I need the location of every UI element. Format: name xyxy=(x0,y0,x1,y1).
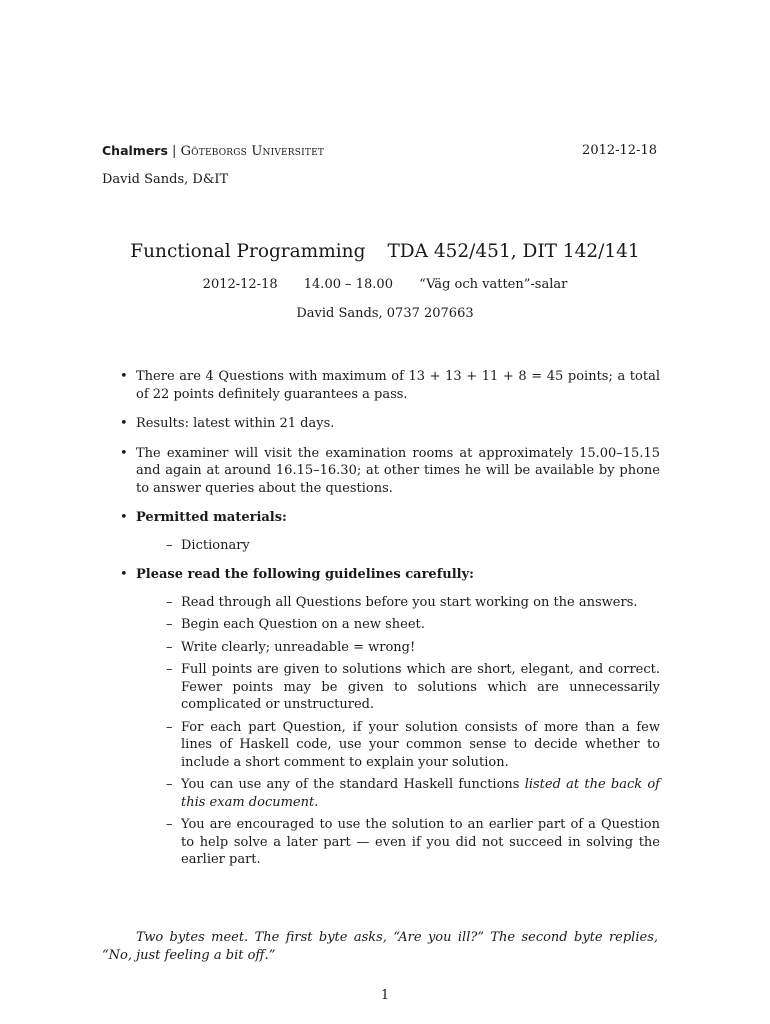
bullet-examiner-visit: • The examiner will visit the examination rooms at approximately 15.00–15.15 and again at around 16.15–16.30; at other times he will be available by phone to answer queries about the questions. xyxy=(120,445,660,498)
exam-title xyxy=(0,241,770,262)
list-item: – Read through all Questions before you start working on the answers. xyxy=(136,594,660,612)
joke-footnote: Two bytes meet. The first byte asks, “Are you ill?” The second byte replies, “No, just feeling a bit off.” xyxy=(102,930,658,963)
permitted-materials-heading: Permitted materials: xyxy=(136,510,287,525)
chalmers-label: Chalmers xyxy=(102,143,168,158)
bullet-results: • Results: latest within 21 days. xyxy=(120,415,660,433)
guidelines-heading: Please read the following guidelines carefully: xyxy=(136,567,474,582)
exam-date: 2012-12-18 xyxy=(202,277,278,292)
exam-location: “Väg och vatten”-salar xyxy=(419,277,568,292)
header-author: David Sands, D&IT xyxy=(102,172,229,187)
exam-meta xyxy=(0,277,770,292)
haskell-functions-ref: listed at the back of this exam document. xyxy=(181,777,660,810)
course-codes: TDA 452/451, DIT 142/141 xyxy=(387,241,640,262)
list-item: – For each part Question, if your solution consists of more than a few lines of Haskell code, use your common sense to decide whether to include a short comment to explain your solution. xyxy=(136,719,660,772)
list-item xyxy=(136,776,660,811)
gu-label: Göteborgs Universitet xyxy=(180,144,325,159)
bullet-points: • There are 4 Questions with maximum of 13 + 13 + 11 + 8 = 45 points; a total of 22 points definitely guarantees a pass. xyxy=(120,368,660,403)
list-item: – Dictionary xyxy=(136,537,660,555)
header-separator: | xyxy=(172,144,177,159)
list-item: – Full points are given to solutions which are short, elegant, and correct. Fewer points may be given to solutions which are unnecessarily complicated or unstructured. xyxy=(136,661,660,714)
bullet-guidelines xyxy=(120,566,660,869)
list-item: – Write clearly; unreadable = wrong! xyxy=(136,639,660,657)
course-name: Functional Programming xyxy=(130,241,366,262)
header-institutions xyxy=(102,143,324,159)
guidelines-list xyxy=(136,594,660,869)
list-item: – You are encouraged to use the solution to an earlier part of a Question to help solve a later part — even if you did not succeed in solving the earlier part. xyxy=(136,816,660,869)
examiner-contact: David Sands, 0737 207663 xyxy=(296,306,474,321)
permitted-materials-list xyxy=(136,537,660,555)
exam-time: 14.00 – 18.00 xyxy=(303,277,393,292)
bullet-permitted-materials xyxy=(120,509,660,554)
page-number: 1 xyxy=(380,988,390,1003)
instructions-list xyxy=(120,368,660,881)
list-item: – Begin each Question on a new sheet. xyxy=(136,616,660,634)
haskell-functions-text: You can use any of the standard Haskell functions xyxy=(181,777,525,792)
header-date: 2012-12-18 xyxy=(582,143,657,158)
